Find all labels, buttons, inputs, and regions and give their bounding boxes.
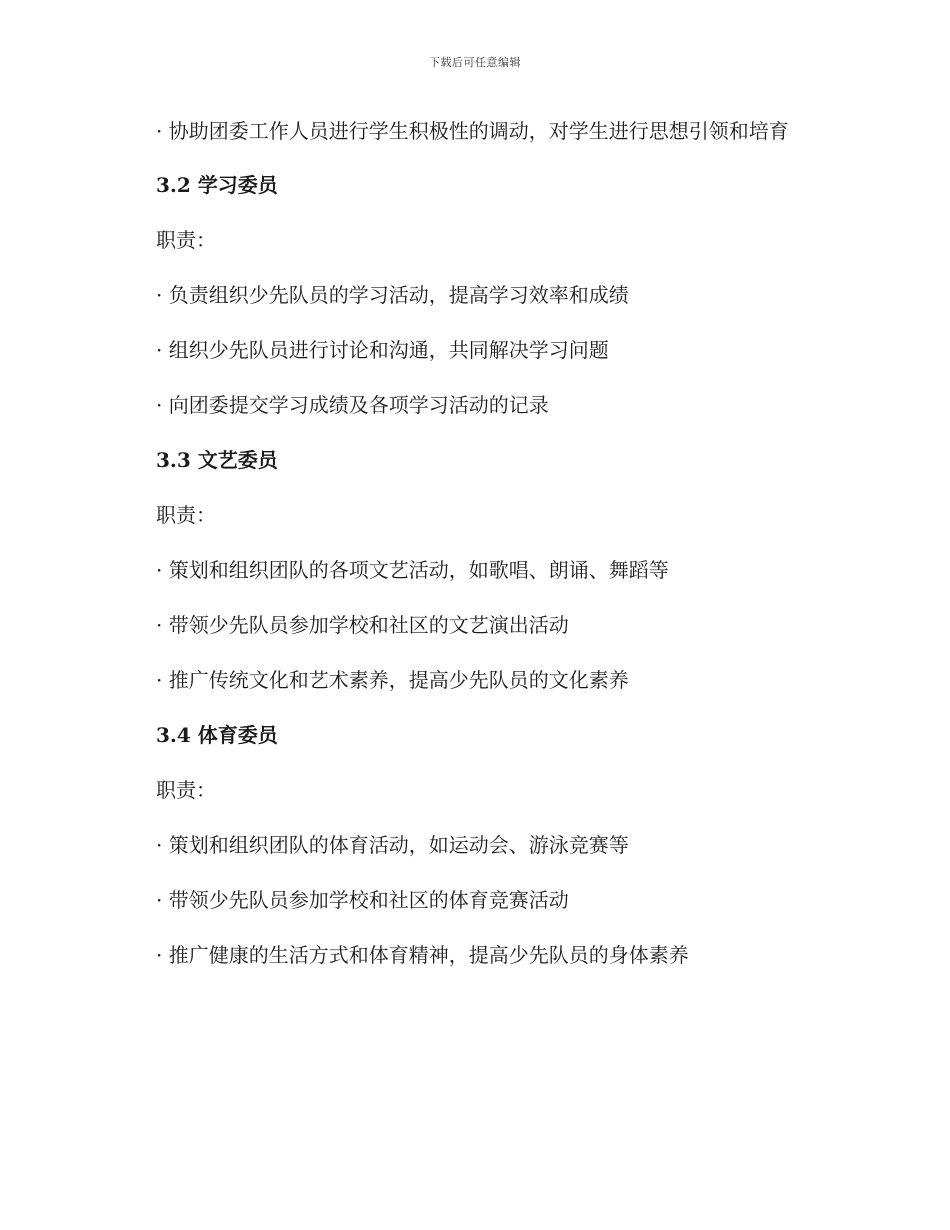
section-title-sports: 3.4 体育委员 xyxy=(156,723,278,747)
list-item: · 推广健康的生活方式和体育精神，提高少先队员的身体素养 xyxy=(156,943,689,967)
duty-label-sports: 职责： xyxy=(156,778,216,802)
list-item: · 带领少先队员参加学校和社区的体育竞赛活动 xyxy=(156,888,569,912)
duty-label-study: 职责： xyxy=(156,228,216,252)
list-item: · 负责组织少先队员的学习活动，提高学习效率和成绩 xyxy=(156,283,629,307)
section-title-study: 3.2 学习委员 xyxy=(156,173,278,197)
list-item: · 组织少先队员进行讨论和沟通，共同解决学习问题 xyxy=(156,338,609,362)
page-header: 下载后可任意编辑 xyxy=(429,56,521,69)
list-item: · 策划和组织团队的各项文艺活动，如歌唱、朗诵、舞蹈等 xyxy=(156,558,669,582)
list-item: · 策划和组织团队的体育活动，如运动会、游泳竞赛等 xyxy=(156,833,629,857)
list-item: · 带领少先队员参加学校和社区的文艺演出活动 xyxy=(156,613,569,637)
list-item: · 推广传统文化和艺术素养，提高少先队员的文化素养 xyxy=(156,668,629,692)
intro-bullet: · 协助团委工作人员进行学生积极性的调动，对学生进行思想引领和培育 xyxy=(156,119,789,143)
duty-label-arts: 职责： xyxy=(156,503,216,527)
document-body xyxy=(114,110,834,989)
list-item: · 向团委提交学习成绩及各项学习活动的记录 xyxy=(156,393,549,417)
section-title-arts: 3.3 文艺委员 xyxy=(156,448,278,472)
